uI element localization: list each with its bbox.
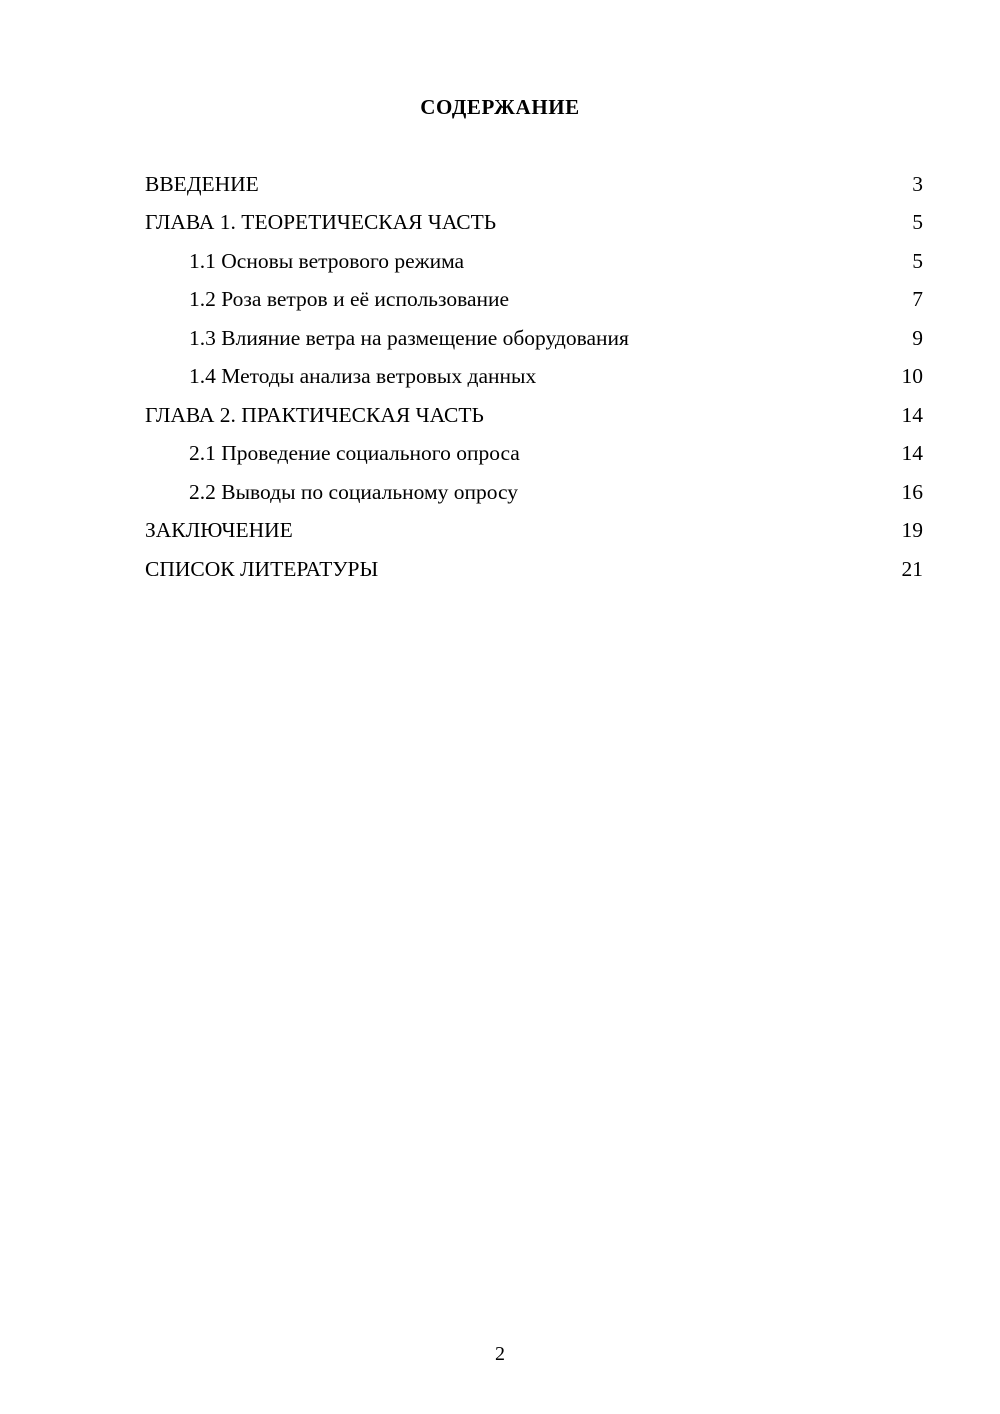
toc-entry[interactable]: [145, 512, 923, 551]
toc-entry[interactable]: [145, 473, 923, 512]
toc-entry-label: 2.1 Проведение социального опроса: [189, 441, 520, 465]
footer-page-number: 2: [495, 1343, 505, 1365]
toc-entry-label: 1.3 Влияние ветра на размещение оборудования: [189, 325, 629, 350]
toc-entry-page-number: 5: [912, 210, 923, 234]
toc-entry[interactable]: [145, 435, 923, 474]
toc-entry-page-number: 19: [901, 518, 923, 542]
toc-entry-page-number: 14: [901, 441, 923, 465]
toc-entry[interactable]: [145, 242, 923, 281]
toc-entry[interactable]: [145, 204, 923, 243]
toc-entry-page-number: 5: [912, 248, 923, 273]
toc-entry-page-number: 3: [912, 171, 923, 196]
toc-entry[interactable]: [145, 358, 923, 397]
toc-entry-label: 2.2 Выводы по социальному опросу: [189, 479, 519, 504]
toc-entry[interactable]: [145, 319, 923, 358]
page-title: СОДЕРЖАНИЕ: [420, 95, 580, 119]
toc-entry[interactable]: [145, 550, 923, 589]
toc-entry-page-number: 7: [912, 287, 923, 311]
toc-entry-label: ВВЕДЕНИЕ: [145, 171, 259, 196]
table-of-contents: [145, 165, 923, 589]
toc-entry-page-number: 9: [912, 325, 923, 350]
toc-entry-page-number: 16: [901, 479, 923, 504]
toc-entry-page-number: 14: [901, 402, 923, 427]
toc-entry-label: 1.2 Роза ветров и её использование: [189, 287, 510, 311]
toc-entry-label: 1.1 Основы ветрового режима: [189, 248, 465, 273]
toc-entry[interactable]: [145, 165, 923, 204]
toc-entry[interactable]: [145, 281, 923, 320]
toc-entry[interactable]: [145, 396, 923, 435]
toc-entry-page-number: 10: [901, 364, 923, 388]
toc-entry-page-number: 21: [901, 556, 923, 581]
toc-entry-label: ГЛАВА 1. ТЕОРЕТИЧЕСКАЯ ЧАСТЬ: [145, 210, 497, 234]
toc-entry-label: ЗАКЛЮЧЕНИЕ: [145, 518, 293, 542]
toc-entry-label: СПИСОК ЛИТЕРАТУРЫ: [145, 556, 379, 581]
toc-entry-label: 1.4 Методы анализа ветровых данных: [189, 364, 537, 388]
toc-entry-label: ГЛАВА 2. ПРАКТИЧЕСКАЯ ЧАСТЬ: [145, 402, 484, 427]
